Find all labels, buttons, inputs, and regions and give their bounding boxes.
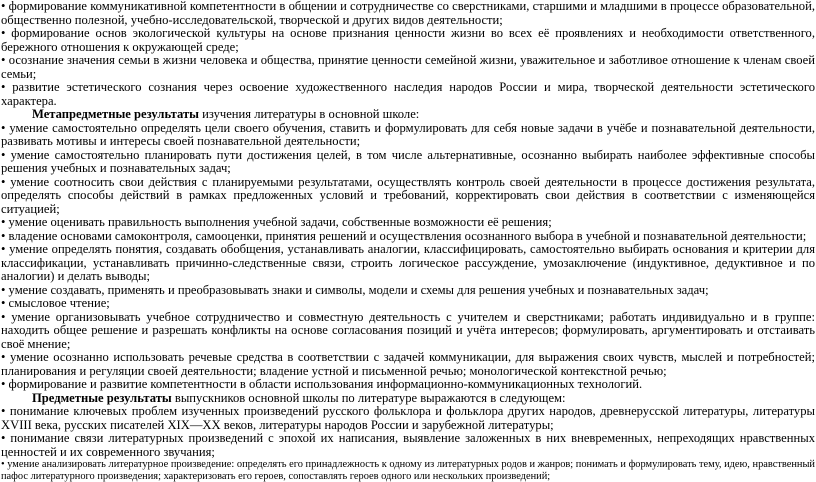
list-item: • владение основами самоконтроля, самооценки, принятия решений и осуществления осознанного выбора в учебной и познавательной деятельности;	[1, 228, 807, 243]
list-item: • развитие эстетического сознания через освоение художественного наследия народов России и мира, творческой деятельности эстетического характера.	[1, 80, 815, 108]
list-item: • умение самостоятельно планировать пути достижения целей, в том числе альтернативные, осознанно выбирать наиболее эффективные способы решения учебных и познавательных задач;	[1, 147, 815, 175]
list-item: • смысловое чтение;	[1, 296, 110, 310]
subject-results-list	[1, 405, 815, 482]
list-item: • понимание ключевых проблем изученных произведений русского фольклора и фольклора других народов, древнерусской литературы, литературы XVIII века, русских писателей XIX—XX веков, литературы народов России и зарубежной литературы;	[1, 404, 815, 432]
list-item: • формирование и развитие компетентности в области использования информационно-коммуникационных технологий.	[1, 377, 643, 391]
metasubject-title: Метапредметные результаты	[32, 107, 199, 121]
metasubject-results-list	[1, 122, 815, 392]
list-item: • умение самостоятельно определять цели своего обучения, ставить и формулировать для себя новые задачи в учёбе и познавательной деятельности, развивать мотивы и интересы своей познавательной деятельности;	[1, 120, 815, 148]
list-item: • умение осознанно использовать речевые средства в соответствии с задачей коммуникации, для выражения своих чувств, мыслей и потребностей; планирования и регуляции своей деятельности; владение устной и письменной речью; монологической контекстной речью;	[1, 350, 815, 378]
list-item: • формирование основ экологической культуры на основе признания ценности жизни во всех её проявлениях и необходимости ответственного, бережного отношения к окружающей среде;	[1, 26, 815, 54]
list-item: • умение анализировать литературное произведение: определять его принадлежность к одному из литературных родов и жанров; понимать и формулировать тему, идею, нравственный пафос литературного произведения; характеризовать его героев, сопоставлять героев одного или нескольких произведений;	[1, 459, 815, 482]
list-item: • формирование коммуникативной компетентности в общении и сотрудничестве со сверстниками, старшими и младшими в процессе образовательной, общественно полезной, учебно-исследовательской, творческой и других видов деятельности;	[1, 0, 815, 27]
subject-title: Предметные результаты	[32, 390, 172, 405]
list-item: • умение организовывать учебное сотрудничество и совместную деятельность с учителем и сверстниками; работать индивидуально и в группе: находить общее решение и разрешать конфликты на основе согласования позиций и учёта интересов; формулировать, аргументировать и отстаивать своё мнение;	[1, 309, 815, 351]
metasubject-intro: изучения литературы в основной школе:	[198, 107, 420, 121]
personal-results-list	[1, 0, 815, 108]
list-item: • умение оценивать правильность выполнения учебной задачи, собственные возможности её решения;	[1, 215, 552, 229]
subject-heading	[1, 392, 815, 406]
list-item: • умение соотносить свои действия с планируемыми результатами, осуществлять контроль своей деятельности в процессе достижения результата, определять способы действий в рамках предложенных условий и требований, корректировать свои действия в соответствии с изменяющейся ситуацией;	[1, 174, 815, 216]
list-item: • умение определять понятия, создавать обобщения, устанавливать аналогии, классифицировать, самостоятельно выбирать основания и критерии для классификации, устанавливать причинно-следственные связи, строить логическое рассуждение, умозаключение (индуктивное, дедуктивное и по аналогии) и делать выводы;	[1, 242, 815, 283]
list-item: • умение создавать, применять и преобразовывать знаки и символы, модели и схемы для решения учебных и познавательных задач;	[1, 282, 709, 297]
list-item: • осознание значения семьи в жизни человека и общества, принятие ценности семейной жизни, уважительное и заботливое отношение к членам своей семьи;	[1, 53, 815, 81]
list-item: • понимание связи литературных произведений с эпохой их написания, выявление заложенных в них вневременных, непреходящих нравственных ценностей и их современного звучания;	[1, 431, 815, 459]
subject-intro: выпускников основной школы по литературе выражаются в следующем:	[171, 390, 566, 405]
metasubject-heading	[1, 108, 815, 122]
